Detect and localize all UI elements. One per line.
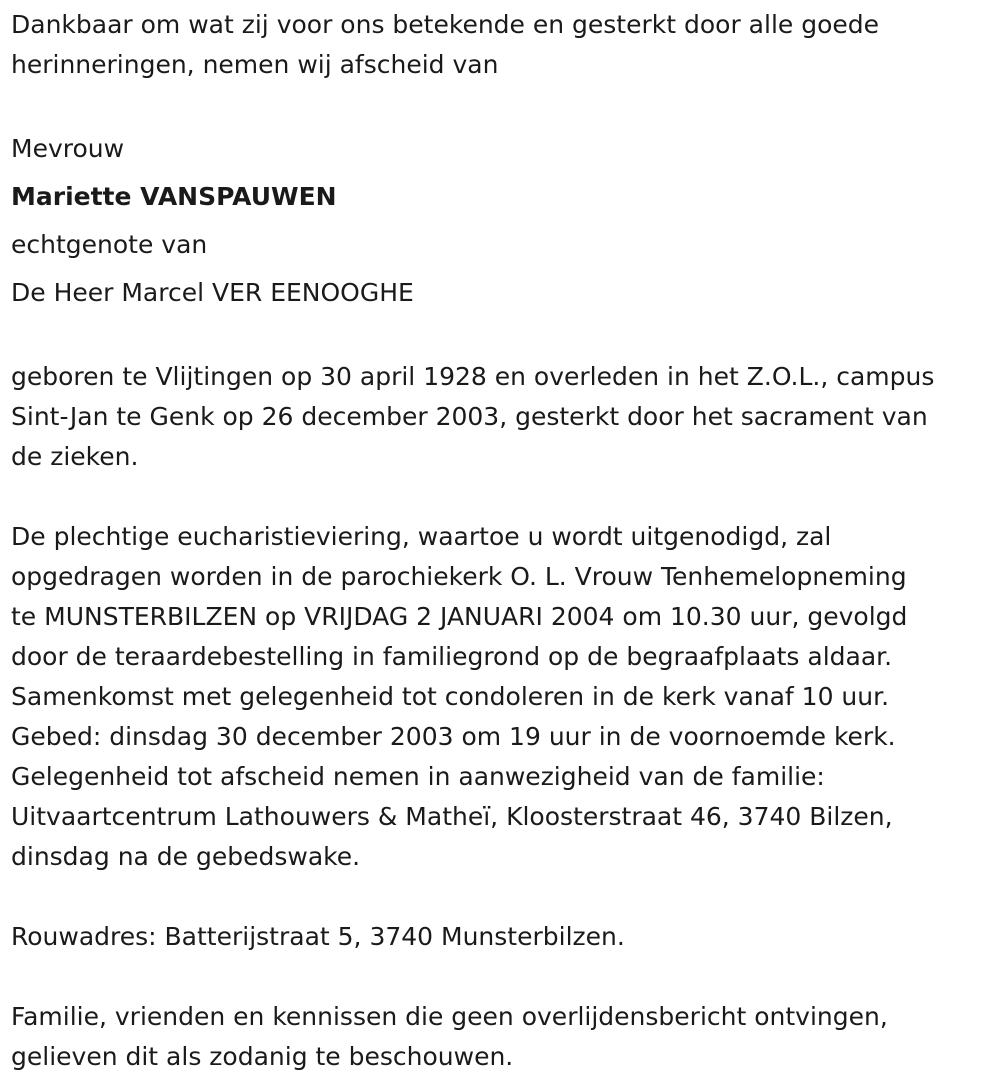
- closing-paragraph: [11, 997, 996, 1077]
- deceased-block: [11, 125, 996, 317]
- mourning-address: Rouwadres: Batterijstraat 5, 3740 Munsterbilzen.: [11, 922, 625, 951]
- obituary-document: [11, 5, 996, 1077]
- deceased-title: Mevrouw: [11, 134, 125, 163]
- closing-line-1: Familie, vrienden en kennissen die geen overlijdensbericht ontvingen,: [11, 1002, 888, 1031]
- ceremony-line: opgedragen worden in de parochiekerk O. L. Vrouw Tenhemelopneming: [11, 562, 907, 591]
- ceremony-line: door de teraardebestelling in familiegrond op de begraafplaats aldaar.: [11, 642, 893, 671]
- ceremony-line: te MUNSTERBILZEN op VRIJDAG 2 JANUARI 2004 om 10.30 uur, gevolgd: [11, 602, 908, 631]
- deceased-name: Mariette VANSPAUWEN: [11, 182, 337, 211]
- ceremony-line: De plechtige eucharistieviering, waartoe u wordt uitgenodigd, zal: [11, 522, 832, 551]
- birth-death-line-3: de zieken.: [11, 442, 139, 471]
- ceremony-line: Gebed: dinsdag 30 december 2003 om 19 uur in de voornoemde kerk.: [11, 722, 896, 751]
- intro-paragraph: [11, 5, 996, 85]
- spouse-name: De Heer Marcel VER EENOOGHE: [11, 278, 414, 307]
- intro-line-2: herinneringen, nemen wij afscheid van: [11, 50, 499, 79]
- ceremony-line: Gelegenheid tot afscheid nemen in aanwezigheid van de familie:: [11, 762, 825, 791]
- birth-death-line-2: Sint-Jan te Genk op 26 december 2003, gesterkt door het sacrament van: [11, 402, 928, 431]
- ceremony-line: dinsdag na de gebedswake.: [11, 842, 361, 871]
- address-paragraph: [11, 917, 996, 957]
- intro-line-1: Dankbaar om wat zij voor ons betekende en gesterkt door alle goede: [11, 10, 880, 39]
- ceremony-line: Uitvaartcentrum Lathouwers & Matheï, Kloosterstraat 46, 3740 Bilzen,: [11, 802, 893, 831]
- ceremony-line: Samenkomst met gelegenheid tot condoleren in de kerk vanaf 10 uur.: [11, 682, 890, 711]
- ceremony-paragraph: [11, 517, 996, 877]
- birth-death-paragraph: [11, 357, 996, 477]
- closing-line-2: gelieven dit als zodanig te beschouwen.: [11, 1042, 514, 1071]
- relation-text: echtgenote van: [11, 230, 208, 259]
- birth-death-line-1: geboren te Vlijtingen op 30 april 1928 en overleden in het Z.O.L., campus: [11, 362, 935, 391]
